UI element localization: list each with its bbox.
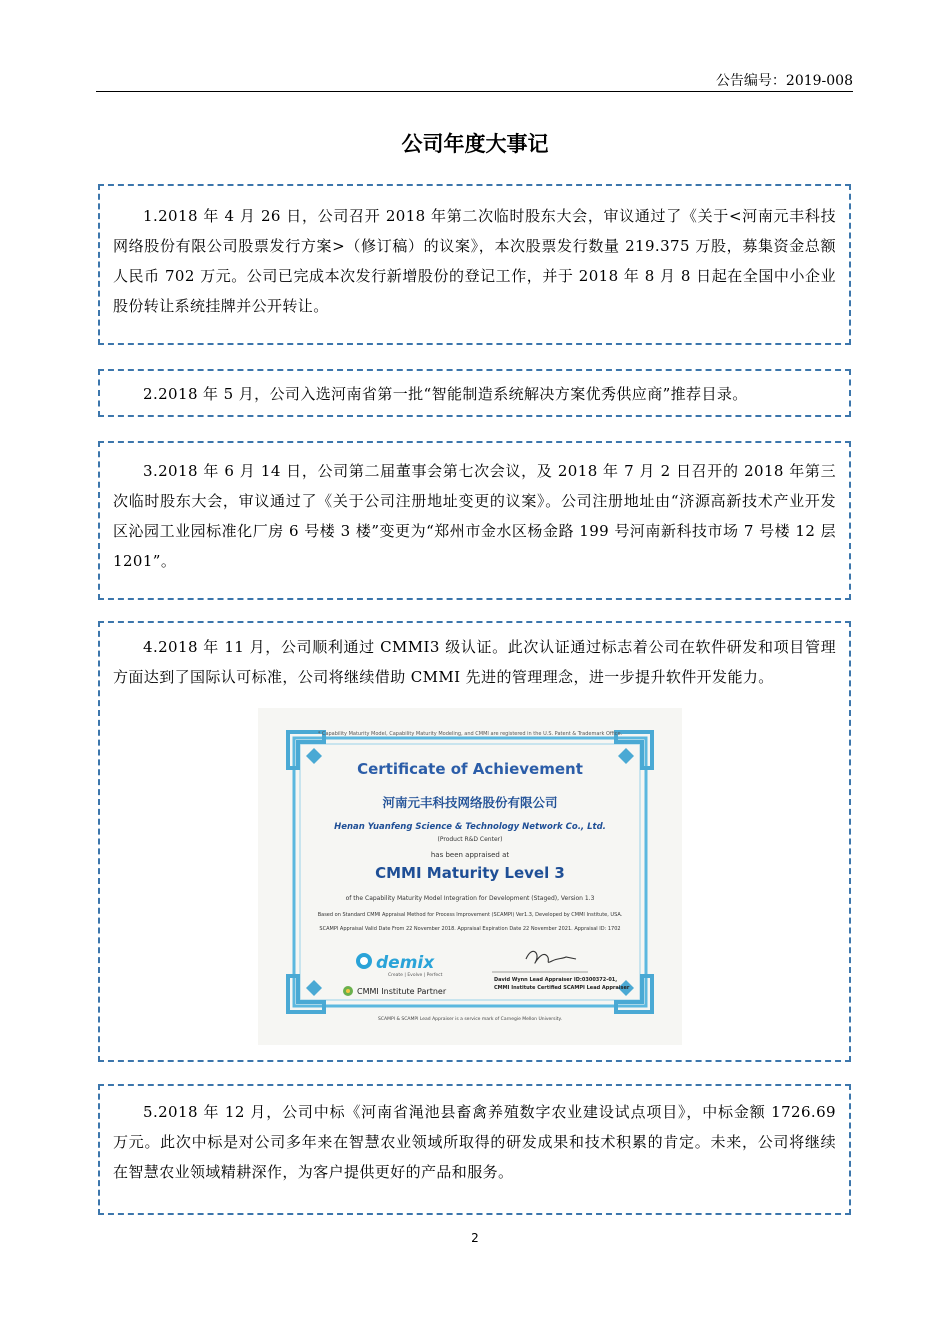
cert-service-mark: SCAMPI & SCAMPI Lead Appraiser is a service mark of Carnegie Mellon University. xyxy=(378,1017,562,1022)
cert-level: CMMI Maturity Level 3 xyxy=(375,864,565,882)
event-box-2 xyxy=(98,369,851,417)
cert-top-note: * Capability Maturity Model, Capability Maturity Modeling, and CMMI are registered in the U.S. Patent & Trademark Office. xyxy=(317,731,623,737)
appraiser-line-1: David Wynn Lead Appraiser ID:0300372-01, xyxy=(494,977,618,983)
demix-logo-text: demix xyxy=(376,953,435,973)
header-divider xyxy=(96,91,853,92)
demix-tagline: Create | Evolve | Perfect xyxy=(388,973,443,978)
event-box-3 xyxy=(98,441,851,600)
event-text-1: 1.2018 年 4 月 26 日，公司召开 2018 年第二次临时股东大会，审议通过了《关于<河南元丰科技网络股份有限公司股票发行方案>（修订稿）的议案》，本次股票发行数量 219.375 万股，募集资金总额人民币 702 万元。公司已完成本次发行新增股份的登记工作，并于 2018 年 8 月 8 日起在全国中小企业股份转让系统挂牌并公开转让。 xyxy=(113,207,836,315)
certificate-svg xyxy=(258,708,682,1045)
appraiser-line-2: CMMI Institute Certified SCAMPI Lead Appraiser xyxy=(494,985,630,991)
page-number: 2 xyxy=(471,1231,479,1245)
cert-appraised: has been appraised at xyxy=(430,851,510,859)
event-box-5 xyxy=(98,1084,851,1215)
cert-method-line: Based on Standard CMMI Appraisal Method for Process Improvement (SCAMPI) Ver1.3, Developed by CMMI Institute, USA. xyxy=(317,912,623,918)
cert-heading: Certificate of Achievement xyxy=(357,760,583,778)
cmmi-partner-text: CMMI Institute Partner xyxy=(357,987,447,996)
event-text-4: 4.2018 年 11 月，公司顺利通过 CMMI3 级认证。此次认证通过标志着公司在软件研发和项目管理方面达到了国际认可标准，公司将继续借助 CMMI 先进的管理理念，进一步提升软件开发能力。 xyxy=(113,638,836,686)
event-text-5: 5.2018 年 12 月，公司中标《河南省渑池县畜禽养殖数字农业建设试点项目》，中标金额 1726.69 万元。此次中标是对公司多年来在智慧农业领域所取得的研发成果和技术积累的肯定。未来，公司将继续在智慧农业领域精耕深作，为客户提供更好的产品和服务。 xyxy=(113,1103,836,1181)
cert-unit: (Product R&D Center) xyxy=(437,836,503,843)
cert-company-en: Henan Yuanfeng Science & Technology Network Co., Ltd. xyxy=(334,822,606,832)
announcement-number: 公告编号：2019-008 xyxy=(715,73,853,89)
event-text-2: 2.2018 年 5 月，公司入选河南省第一批“智能制造系统解决方案优秀供应商”推荐目录。 xyxy=(143,385,748,403)
page-title: 公司年度大事记 xyxy=(401,132,549,156)
cert-company-cn: 河南元丰科技网络股份有限公司 xyxy=(382,795,558,810)
event-text-3: 3.2018 年 6 月 14 日，公司第二届董事会第七次会议，及 2018 年 7 月 2 日召开的 2018 年第三次临时股东大会，审议通过了《关于公司注册地址变更的议案》。公司注册地址由“济源高新技术产业开发区沁园工业园标准化厂房 6 号楼 3 楼”变更为“郑州市金水区杨金路 199 号河南新科技市场 7 号楼 12 层 1201”。 xyxy=(113,462,836,570)
cert-model-line: of the Capability Maturity Model Integration for Development (Staged), Version 1.3 xyxy=(345,895,595,902)
event-box-1 xyxy=(98,184,851,345)
cert-validity-line: SCAMPI Appraisal Valid Date From 22 November 2018. Appraisal Expiration Date 22 November 2021. Appraisal ID: 1702 xyxy=(319,926,621,932)
cmmi-certificate-image xyxy=(258,708,682,1045)
